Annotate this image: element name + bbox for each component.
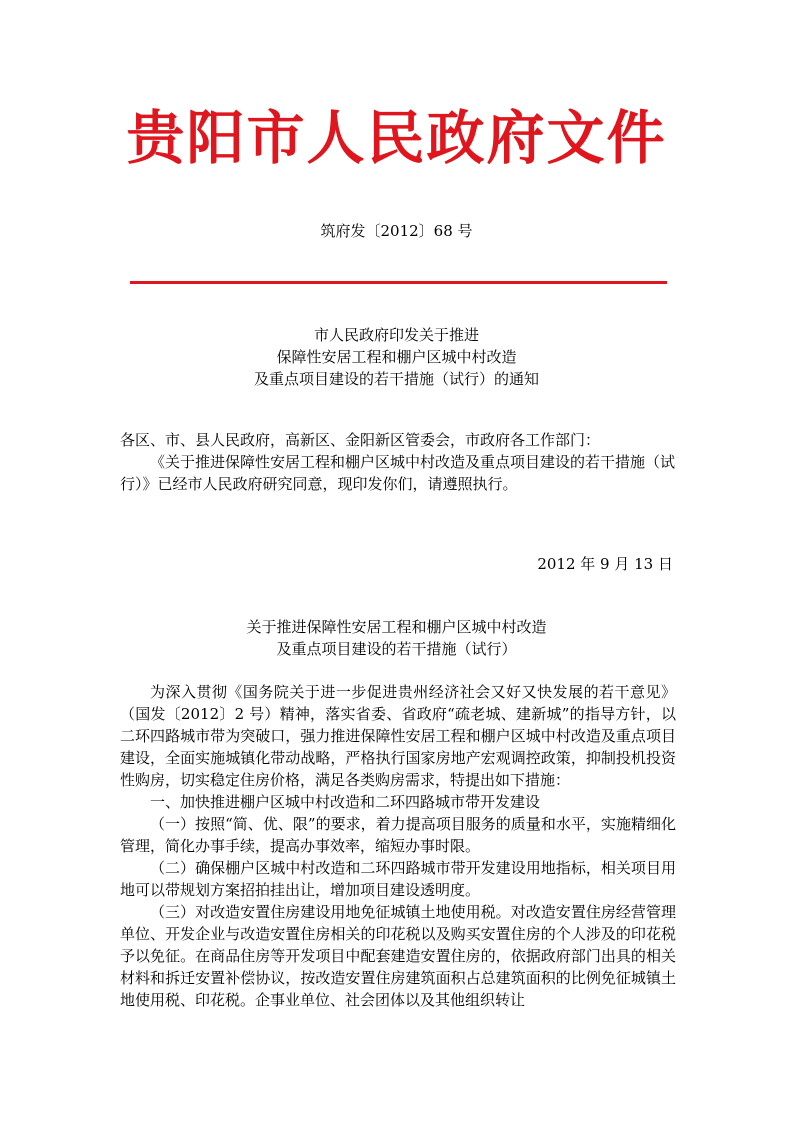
- measures-title-line: 关于推进保障性安居工程和棚户区城中村改造: [246, 618, 547, 636]
- notice-title-line: 及重点项目建设的若干措施（试行）的通知: [253, 370, 539, 388]
- document-number: 筑府发〔2012〕68 号: [320, 222, 473, 240]
- section-heading: 一、加快推进棚户区城中村改造和二环四路城市带开发建设: [150, 793, 541, 811]
- measures-content: [120, 681, 676, 1011]
- notice-body: 《关于推进保障性安居工程和棚户区城中村改造及重点项目建设的若干措施（试行）》已经市人民政府研究同意，现印发你们，请遵照执行。: [120, 453, 676, 493]
- document-header-title: 贵阳市人民政府文件: [126, 104, 667, 172]
- paragraph-intro: 为深入贯彻《国务院关于进一步促进贵州经济社会又好又快发展的若干意见》（国发〔2012〕2 号）精神，落实省委、省政府“疏老城、建新城”的指导方针，以二环四路城市带为突破口，强力推进保障性安居工程和棚户区城中村改造及重点项目建设，全面实施城镇化带动战略，严格执行国家房地产宏观调控政策，抑制投机投资性购房，切实稳定住房价格，满足各类购房需求，特提出如下措施：: [120, 683, 676, 789]
- measures-title: [0, 616, 793, 660]
- measures-title-line: 及重点项目建设的若干措施（试行）: [276, 640, 517, 658]
- notice-recipients: 各区、市、县人民政府，高新区、金阳新区管委会，市政府各工作部门：: [120, 431, 601, 449]
- notice-title: [0, 324, 793, 390]
- paragraph-item-1: （一）按照“简、优、限”的要求，着力提高项目服务的质量和水平，实施精细化管理，简化办事手续，提高办事效率，缩短办事时限。: [120, 815, 676, 855]
- red-divider-line: [130, 281, 667, 284]
- notice-title-line: 保障性安居工程和棚户区城中村改造: [276, 348, 517, 366]
- paragraph-item-2: （二）确保棚户区城中村改造和二环四路城市带开发建设用地指标，相关项目用地可以带规划方案招拍挂出让，增加项目建设透明度。: [120, 859, 676, 899]
- notice-title-line: 市人民政府印发关于推进: [313, 326, 479, 344]
- paragraph-item-3: （三）对改造安置住房建设用地免征城镇土地使用税。对改造安置住房经营管理单位、开发企业与改造安置住房相关的印花税以及购买安置住房的个人涉及的印花税予以免征。在商品住房等开发项目中配套建造安置住房的，依据政府部门出具的相关材料和拆迁安置补偿协议，按改造安置住房建筑面积占总建筑面积的比例免征城镇土地使用税、印花税。企事业单位、社会团体以及其他组织转让: [120, 903, 676, 1009]
- issue-date: 2012 年 9 月 13 日: [537, 555, 673, 573]
